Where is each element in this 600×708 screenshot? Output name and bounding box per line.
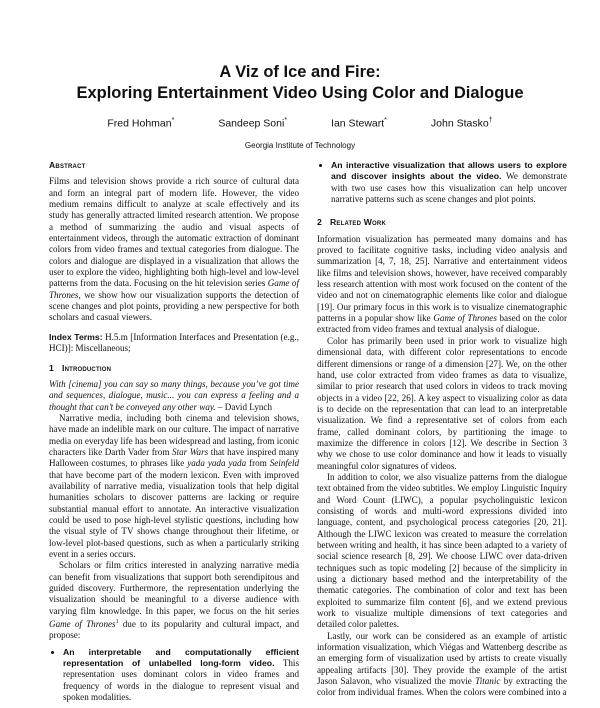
body-columns bbox=[49, 160, 567, 708]
author-list bbox=[0, 117, 600, 130]
related-paragraph-2: Color has primarily been used in prior work to visualize high dimensional data, with different color representations to encode different dimensions or range of a dimension [27]. We, on the other hand, use color extracted from video frames as data to visualize, similar to prior research that used colors in videos to track moving objects in a video [22, 26]. A key aspect to visualizing color as data is to decide on the representation that can lead to an interpretable visualization. We find a representative set of colors from each frame, called dominant colors, by partitioning the image to maximize the difference in colors [12]. We describe in Section 3 why we chose to use color dominance and how it leads to visually meaningful color signatures of videos. bbox=[317, 335, 567, 471]
related-work-heading: 2 Related Work bbox=[317, 217, 386, 228]
list-item: • An interpretable and computationally efficient representation of unlabelled long-form video. This representation uses dominant colors in video frames and frequency of words in the dialogue to represent visual and spoken modalities. bbox=[63, 647, 299, 704]
contribution-list bbox=[49, 647, 299, 704]
title-line-1: A Viz of Ice and Fire: bbox=[219, 63, 381, 81]
abstract-heading: Abstract bbox=[49, 160, 86, 170]
affiliation: Georgia Institute of Technology bbox=[244, 140, 356, 150]
intro-paragraph-1: Narrative media, including both cinema and television shows, have made an indelible mark on our culture. The impact of narrative media on everyday life has been widespread and lasting, from iconic characters like Darth Vader from Star Wars that have inspired many Halloween costumes, to phrases like yada yada yada from Seinfeld that have become part of the modern lexicon. Even with improved availability of narrative media, visualization tools that help digital humanities scholars to discover patterns are lacking or require substantial manual effort to annotate. An interactive visualization could be used to pose high-level stylistic questions, including how the visual style of TV shows change throughout their lifetime, or low-level plot-based questions, such as when a particularly striking event in a series occurs. bbox=[49, 412, 300, 559]
contribution-list-continued bbox=[317, 160, 567, 205]
related-paragraph-1: Information visualization has permeated many domains and has proved to facilitate cognitive tasks, including video analysis and summarization [4, 7, 18, 25]. Narrative and entertainment videos like films and television shows, however, have received comparably less research attention with most work focused on the content of the video and not on cinematographic elements like color and dialogue [19]. Our primary focus in this work is to visualize cinematographic patterns in a popular show like Game of Thrones based on the color extracted from video frames and textual analysis of dialogue. bbox=[317, 233, 568, 335]
index-terms: Index Terms: H.5.m [Information Interfaces and Presentation (e.g., HCI)]: Miscellaneous; bbox=[49, 331, 299, 354]
intro-heading: 1 Introduction bbox=[49, 362, 112, 373]
author: John Stasko† bbox=[430, 117, 493, 130]
list-item: • An interactive visualization that allows users to explore and discover insights about the video. We demonstrate with two use cases how this visualization can help uncover narrative patterns such as scene changes and plot points. bbox=[331, 160, 567, 205]
epigraph-quote: With [cinema] you can say so many things, because you’ve got time and sequences, dialogue, music... you can express a feeling and a thought that can’t be conveyed any other way. – David Lynch bbox=[49, 378, 299, 412]
title-line-2: Exploring Entertainment Video Using Color and Dialogue bbox=[76, 84, 524, 102]
paper-title bbox=[0, 62, 600, 104]
author: Ian Stewart* bbox=[331, 117, 387, 130]
related-paragraph-4: Lastly, our work can be considered as an example of artistic information visualization, which Viégas and Wattenberg describe as an emerging form of visualization used by artists to create visually appealing artifacts [30]. They provide the example of the artist Jason Salavon, who visualized the movie Titanic by extracting the color from individual frames. When the colors were combined into a bbox=[317, 630, 567, 698]
abstract-text: Films and television shows provide a rich source of cultural data and form an integral part of modern life. However, the video medium remains difficult to analyze at scale effectively and its study has generally attracted limited research attention. We propose a method of summarizing the audio and visual aspects of entertainment videos, through the automatic extraction of dominant colors from video frames and textual categories from dialogue. The colors and dialogue are displayed in a visualization that allows the user to explore the video, highlighting both high-level and low-level patterns from the data. Focusing on the hit television series Game of Thrones, we show how our visualization supports the detection of scene changes and plot points, providing a new perspective for both scholars and casual viewers. bbox=[49, 176, 299, 323]
paper-header bbox=[0, 0, 600, 150]
author: Fred Hohman* bbox=[107, 117, 175, 130]
right-column bbox=[317, 160, 567, 708]
intro-paragraph-2: Scholars or film critics interested in analyzing narrative media can benefit from visualizations that support both serendipitous and guided discovery. Furthermore, the representation underlying the visualization should be meaningful to a diverse audience with varying film knowledge. In this paper, we focus on the hit series Game of Thrones$^1$ due to its popularity and cultural impact, and propose: bbox=[49, 560, 300, 641]
related-paragraph-3: In addition to color, we also visualize patterns from the dialogue text obtained from the video subtitles. We employ Linguistic Inquiry and Word Count (LIWC), a popular psycholinguistic lexicon consisting of words and multi-word expressions divided into language, content, and psychological process categories [20, 21]. Although the LIWC lexicon was created to measure the correlation between writing and health, it has since been adapted to a variety of social science research [8, 29]. We choose LIWC over data-driven techniques such as topic modeling [2] because of the simplicity in using a dictionary based method and the interpretability of the thematic categories. The combination of color and text has been exploited to summarize film content [6], and we extend previous work to visualize multiple dimensions of text categories and detailed color palettes. bbox=[317, 471, 567, 630]
author: Sandeep Soni* bbox=[218, 117, 288, 130]
left-column bbox=[49, 160, 299, 708]
